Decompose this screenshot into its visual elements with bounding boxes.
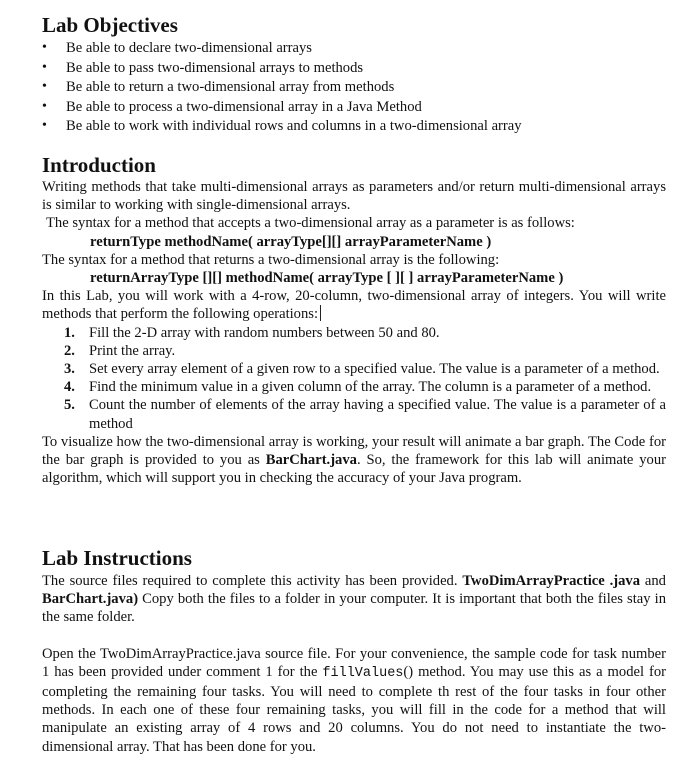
source-filename-1: TwoDimArrayPractice .java: [462, 573, 641, 589]
section-title-instructions: Lab Instructions: [42, 546, 192, 570]
operation-number: 2.: [64, 342, 75, 359]
instructions-paragraph-2: [42, 645, 666, 756]
instructions-paragraph-1-and: and: [640, 573, 666, 589]
method-name: fillValues: [322, 665, 404, 681]
syntax-return-array: returnArrayType [][] methodName( arrayType [ ][ ] arrayParameterName ): [90, 270, 564, 287]
intro-paragraph-1: Writing methods that take multi-dimensional arrays as parameters and/or return multi-dimensional arrays is similar to working with single-dimensional arrays.: [42, 179, 666, 214]
intro-paragraph-4: [42, 287, 666, 323]
instructions-paragraph-1: [42, 572, 666, 627]
instructions-paragraph-2-text-a: Open the TwoDimArrayPractice.java source file. For your convenience, the sample code for task number 1 has been provided under comment 1 for the: [42, 645, 666, 680]
list-item: [42, 360, 666, 378]
operations-list: [42, 324, 666, 433]
source-filename-2: BarChart.java): [42, 591, 139, 608]
instructions-paragraph-1-text-a: The source files required to complete this activity has been provided.: [42, 573, 463, 589]
list-item: • Be able to return a two-dimensional array from methods: [42, 78, 662, 98]
list-item: [42, 378, 666, 396]
intro-paragraph-3: The syntax for a method that returns a two-dimensional array is the following:: [42, 251, 500, 268]
operation-number: 5.: [64, 397, 75, 414]
list-item: • Be able to process a two-dimensional array in a Java Method: [42, 98, 662, 118]
operation-text: Fill the 2-D array with random numbers between 50 and 80.: [89, 324, 440, 341]
intro-paragraph-4-text: In this Lab, you will work with a 4-row, 20-column, two-dimensional array of integers. You will write methods that perform the following operations:: [42, 288, 666, 323]
list-item: • Be able to work with individual rows and columns in a two-dimensional array: [42, 117, 662, 137]
intro-paragraph-5-text-b: . So, the framework for this lab will animate your algorithm, which will support you in checking the accuracy of your Java program.: [42, 452, 667, 487]
list-item: [42, 324, 666, 342]
operation-text: Count the number of elements of the array having a specified value. The value is a parameter of a method: [89, 397, 666, 432]
intro-paragraph-5-text-a: To visualize how the two-dimensional array is working, your result will animate a bar graph. The Code for the bar graph is provided to you as: [42, 433, 666, 469]
instructions-paragraph-1-text-b: Copy both the files to a folder in your computer. It is important that both the files stay in the same folder.: [42, 591, 666, 626]
list-item: [42, 396, 666, 432]
text-cursor: [320, 305, 321, 321]
section-title-introduction: Introduction: [42, 153, 156, 177]
section-title-objectives: Lab Objectives: [42, 13, 178, 37]
operation-number: 1.: [64, 324, 75, 341]
syntax-accept-array: returnType methodName( arrayType[][] arrayParameterName ): [90, 233, 492, 250]
operation-text: Find the minimum value in a given column of the array. The column is a parameter of a method.: [89, 379, 652, 396]
operation-text: Print the array.: [89, 342, 176, 359]
operation-number: 3.: [64, 361, 75, 378]
instructions-paragraph-2-text-b: () method. You may use this as a model for completing the remaining four tasks. You will need to complete th rest of the four tasks in four other methods. In each one of these four remaining tasks, you will fill in the code for a method that will manipulate an existing array of 4 rows and 20 columns. You do not need to instantiate the two-dimensional array. That has been done for you.: [42, 663, 667, 755]
operation-number: 4.: [64, 379, 75, 396]
introduction-body: [42, 178, 666, 487]
intro-paragraph-5: [42, 433, 666, 488]
objectives-list: [42, 39, 662, 137]
operation-text: Set every array element of a given row to a specified value. The value is a parameter of a method.: [89, 361, 660, 378]
list-item: • Be able to declare two-dimensional arrays: [42, 39, 662, 59]
barchart-filename: BarChart.java: [265, 452, 357, 469]
intro-paragraph-2: The syntax for a method that accepts a two-dimensional array as a parameter is as follows:: [46, 215, 575, 232]
instructions-body: [42, 572, 666, 756]
list-item: • Be able to pass two-dimensional arrays to methods: [42, 59, 662, 79]
list-item: [42, 342, 666, 360]
